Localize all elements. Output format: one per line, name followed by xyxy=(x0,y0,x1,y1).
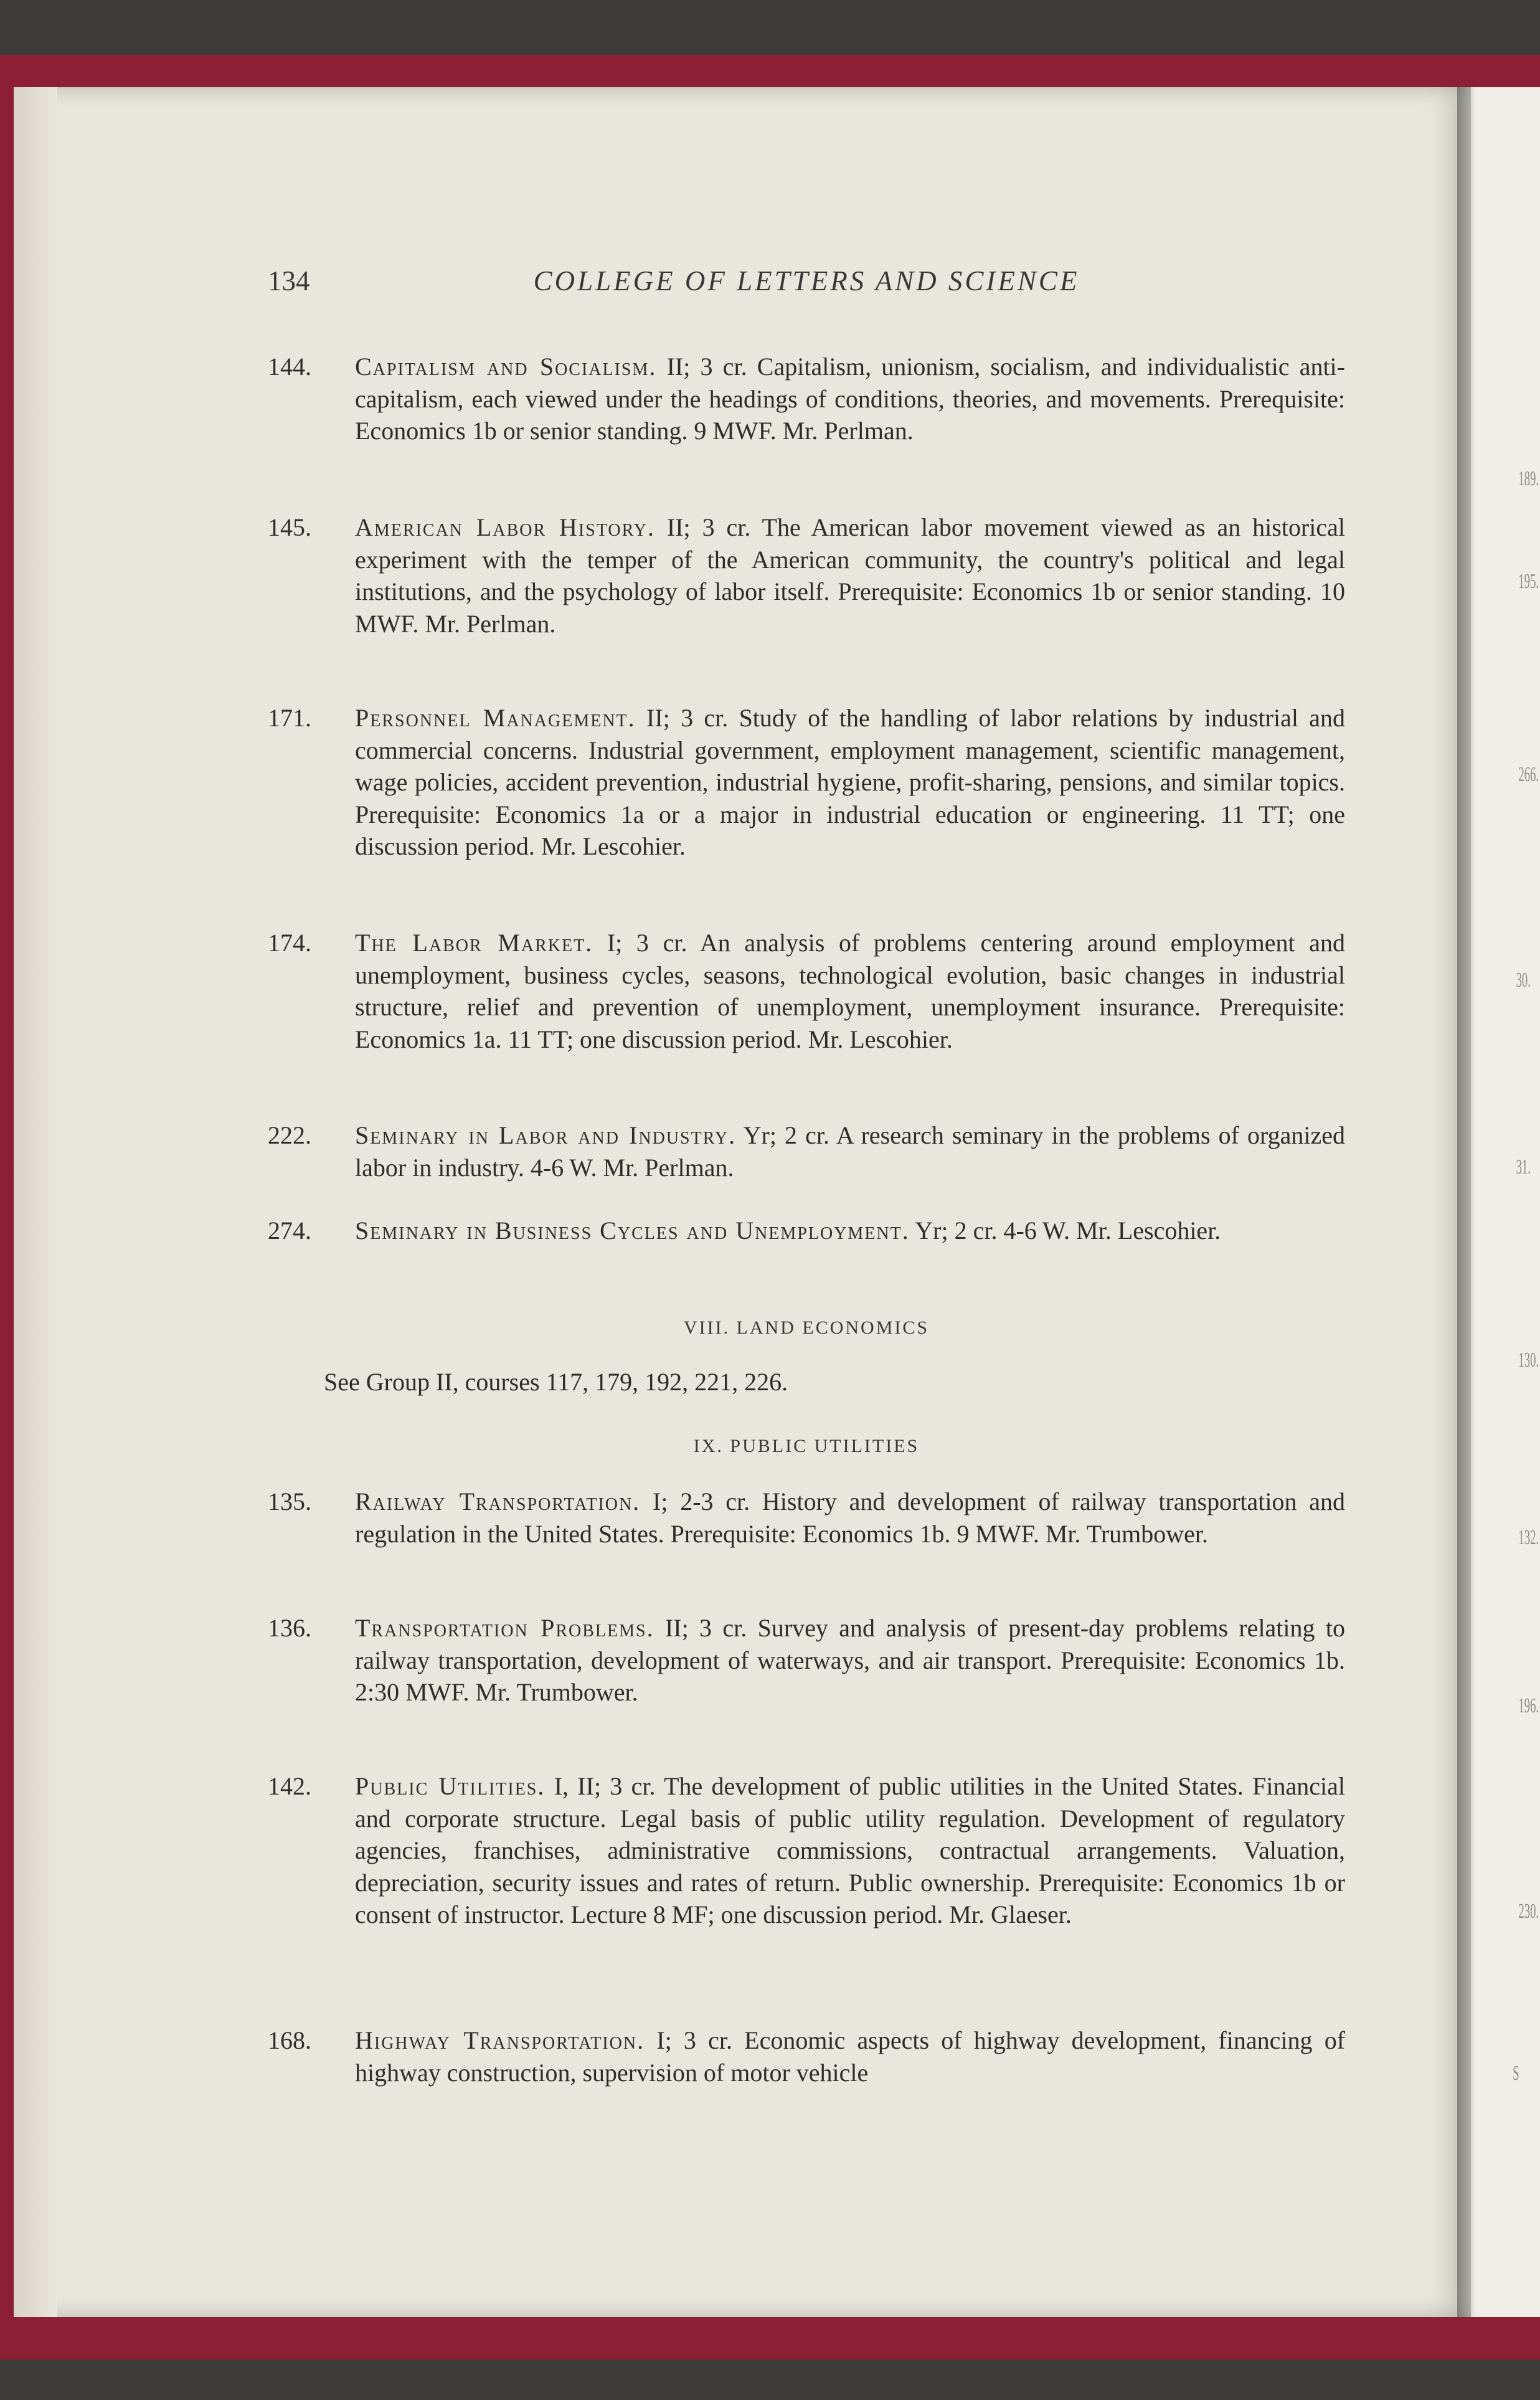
edge-mark: 195. xyxy=(1518,570,1539,593)
course-title: Personnel Management. xyxy=(355,704,636,732)
edge-mark: 31. xyxy=(1516,1155,1531,1179)
course-number: 168. xyxy=(268,2026,311,2054)
edge-mark: 189. xyxy=(1518,467,1539,490)
course-description: II; 3 cr. The American labor movement viewed as an historical experiment with the temper of the American community, the country's political and legal institutions, and the psychology of labor itself. Prerequisite: Economics 1b or senior standing. 10 MWF. Mr. Perlman. xyxy=(355,513,1345,638)
edge-mark: 132. xyxy=(1518,1526,1539,1549)
edge-mark: S xyxy=(1513,2062,1519,2085)
course-number: 274. xyxy=(268,1217,311,1245)
course-description: I, II; 3 cr. The development of public utilities in the United States. Financial and corporate structure. Legal basis of public utility regulation. Development of regulatory agencies, franchises, administrative commissions, contractual arrangements. Valuation, depreciation, security issues and rates of return. Public ownership. Prerequisite: Economics 1b or consent of instructor. Lecture 8 MF; one discussion period. Mr. Glaeser. xyxy=(355,1772,1346,1928)
course-entry xyxy=(268,927,1345,1055)
course-title: Public Utilities. xyxy=(355,1772,546,1800)
course-description: I; 3 cr. An analysis of problems centering around employment and unemployment, business cycles, seasons, technological evolution, basic changes in industrial structure, relief and prevention of unemployment, unemployment insurance. Prerequisite: Economics 1a. 11 TT; one discussion period. Mr. Lescohier. xyxy=(355,929,1346,1053)
course-title: Capitalism and Socialism. xyxy=(355,353,657,381)
section-heading: VIII. LAND ECONOMICS xyxy=(683,1317,930,1338)
edge-mark: 30. xyxy=(1516,969,1531,992)
cross-reference: See Group II, courses 117, 179, 192, 221, 226. xyxy=(324,1368,788,1396)
page-shadow xyxy=(1457,87,1476,2317)
running-head xyxy=(268,265,1345,302)
course-title: American Labor History. xyxy=(355,513,655,541)
course-entry xyxy=(268,702,1345,863)
course-entry xyxy=(268,1215,1345,1247)
course-entry xyxy=(268,1612,1345,1709)
edge-mark: 230. xyxy=(1518,1900,1539,1923)
course-description: I; 2-3 cr. History and development of railway transportation and regulation in the United States. Prerequisite: Economics 1b. 9 MWF. Mr. Trumbower. xyxy=(355,1487,1346,1548)
course-entry xyxy=(268,511,1345,640)
course-entry xyxy=(268,1119,1345,1183)
course-title: Transportation Problems. xyxy=(355,1614,654,1642)
course-description: Yr; 2 cr. A research seminary in the problems of organized labor in industry. 4-6 W. Mr. Perlman. xyxy=(355,1121,1345,1182)
section-heading: IX. PUBLIC UTILITIES xyxy=(693,1436,920,1456)
edge-mark: 130. xyxy=(1518,1349,1539,1372)
edge-mark: 196. xyxy=(1518,1694,1539,1717)
course-number: 222. xyxy=(268,1121,311,1149)
course-number: 144. xyxy=(268,353,311,381)
course-title: Seminary in Business Cycles and Unemployment. xyxy=(355,1217,910,1245)
page-number: 134 xyxy=(268,265,310,296)
course-number: 142. xyxy=(268,1772,311,1800)
next-page-edge xyxy=(1471,87,1540,2317)
page-gutter xyxy=(14,87,57,2317)
course-description: II; 3 cr. Capitalism, unionism, socialism, and individualistic anti-capitalism, each viewed under the headings of conditions, theories, and movements. Prerequisite: Economics 1b or senior standing. 9 MWF. Mr. Perlman. xyxy=(355,353,1345,445)
course-description: I; 3 cr. Economic aspects of highway development, financing of highway construction, supervision of motor vehicle xyxy=(355,2026,1346,2087)
course-description: II; 3 cr. Survey and analysis of present-day problems relating to railway transportation, development of waterways, and air transport. Prerequisite: Economics 1b. 2:30 MWF. Mr. Trumbower. xyxy=(355,1614,1345,1706)
course-entry xyxy=(268,1770,1345,1931)
course-entry xyxy=(268,1486,1345,1550)
course-number: 174. xyxy=(268,929,311,957)
edge-mark: 266. xyxy=(1518,763,1539,786)
course-title: Railway Transportation. xyxy=(355,1487,641,1515)
course-number: 135. xyxy=(268,1487,311,1515)
course-description: II; 3 cr. Study of the handling of labor relations by industrial and commercial concerns. Industrial government, employment management, scientific management, wage policies, accident prevention, industrial hygiene, profit-sharing, pensions, and similar topics. Prerequisite: Economics 1a or a major in industrial education or engineering. 11 TT; one discussion period. Mr. Lescohier. xyxy=(355,704,1346,860)
course-title: Seminary in Labor and Industry. xyxy=(355,1121,737,1149)
page-title: COLLEGE OF LETTERS AND SCIENCE xyxy=(533,265,1080,296)
course-entry xyxy=(268,2024,1345,2089)
course-title: The Labor Market. xyxy=(355,929,593,957)
course-title: Highway Transportation. xyxy=(355,2026,645,2054)
course-entry xyxy=(268,351,1345,447)
course-number: 145. xyxy=(268,513,311,541)
course-number: 136. xyxy=(268,1614,311,1642)
course-description: Yr; 2 cr. 4-6 W. Mr. Lescohier. xyxy=(915,1217,1221,1245)
course-number: 171. xyxy=(268,704,311,732)
